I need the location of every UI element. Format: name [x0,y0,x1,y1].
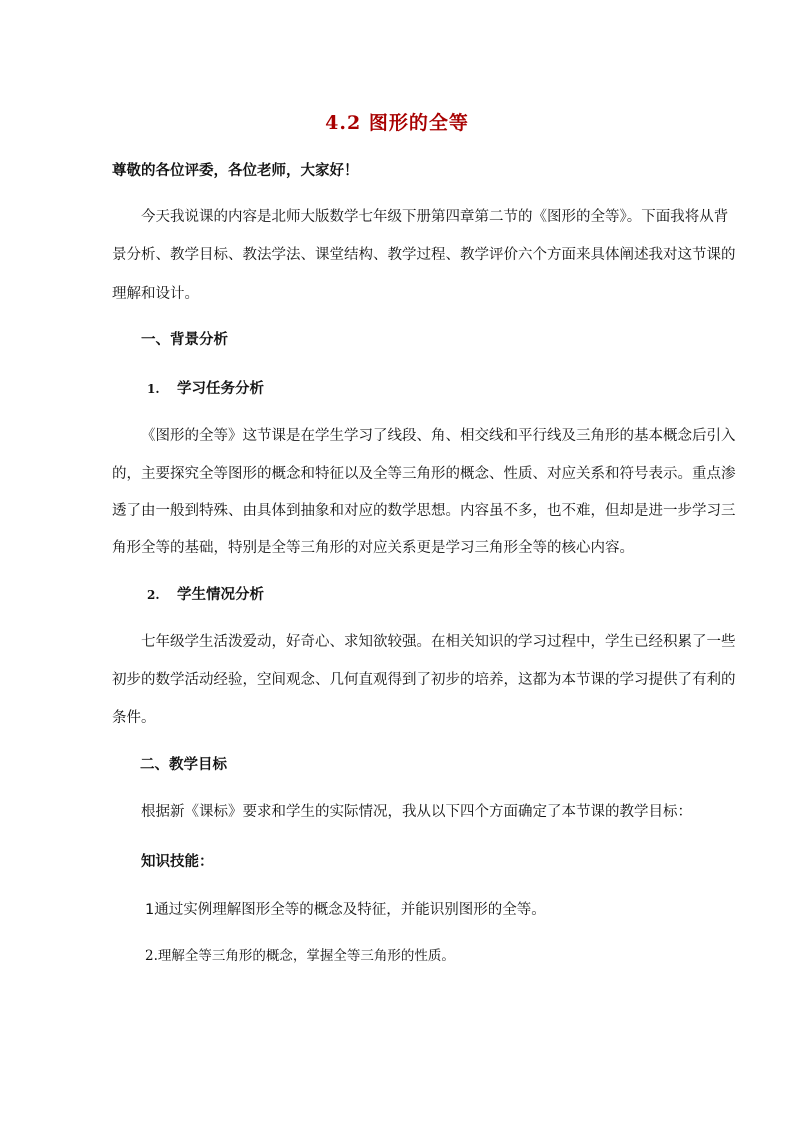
task-analysis-line-4: 角形全等的基础，特别是全等三角形的对应关系更是学习三角形全等的核心内容。 [112,540,634,556]
goal-item-1: 1通过实例理解图形全等的概念及特征，并能识别图形的全等。 [145,902,546,918]
subsection-1-number: 1. [147,382,160,396]
task-analysis-line-2: 的，主要探究全等图形的概念和特征以及全等三角形的概念、性质、对应关系和符号表示。重点渗 [112,466,736,482]
task-analysis-line-1: 《图形的全等》这节课是在学生学习了线段、角、相交线和平行线及三角形的基本概念后引入 [141,428,736,444]
intro-line-2: 景分析、教学目标、教法学法、课堂结构、教学过程、教学评价六个方面来具体阐述我对这节课的 [112,247,736,263]
section-1-heading: 一、背景分析 [141,332,228,348]
section-2-heading: 二、教学目标 [140,757,227,773]
intro-line-1: 今天我说课的内容是北师大版数学七年级下册第四章第二节的《图形的全等》。下面我将从背 [141,209,729,225]
subsection-2-number: 2. [147,588,160,602]
student-analysis-line-3: 条件。 [112,710,156,726]
greeting: 尊敬的各位评委，各位老师，大家好！ [112,163,359,179]
subsection-1-title: 学习任务分析 [177,381,264,397]
student-analysis-line-1: 七年级学生活泼爱动，好奇心、求知欲较强。在相关知识的学习过程中，学生已经积累了一些 [141,634,736,650]
subsection-2-title: 学生情况分析 [177,587,264,603]
intro-line-3: 理解和设计。 [112,286,199,302]
subsection-1-heading [147,379,264,399]
goals-intro: 根据新《课标》要求和学生的实际情况，我从以下四个方面确定了本节课的教学目标： [141,804,692,820]
goal-item-2: 2.理解全等三角形的概念，掌握全等三角形的性质。 [145,948,455,964]
student-analysis-line-2: 初步的数学活动经验，空间观念、几何直观得到了初步的培养，这都为本节课的学习提供了有利的 [112,672,736,688]
document-title: 4.2 图形的全等 [325,112,469,134]
knowledge-skills-heading: 知识技能： [141,854,214,870]
subsection-2-heading [147,585,264,605]
task-analysis-line-3: 透了由一般到特殊、由具体到抽象和对应的数学思想。内容虽不多，也不难，但却是进一步学习三 [112,503,736,519]
